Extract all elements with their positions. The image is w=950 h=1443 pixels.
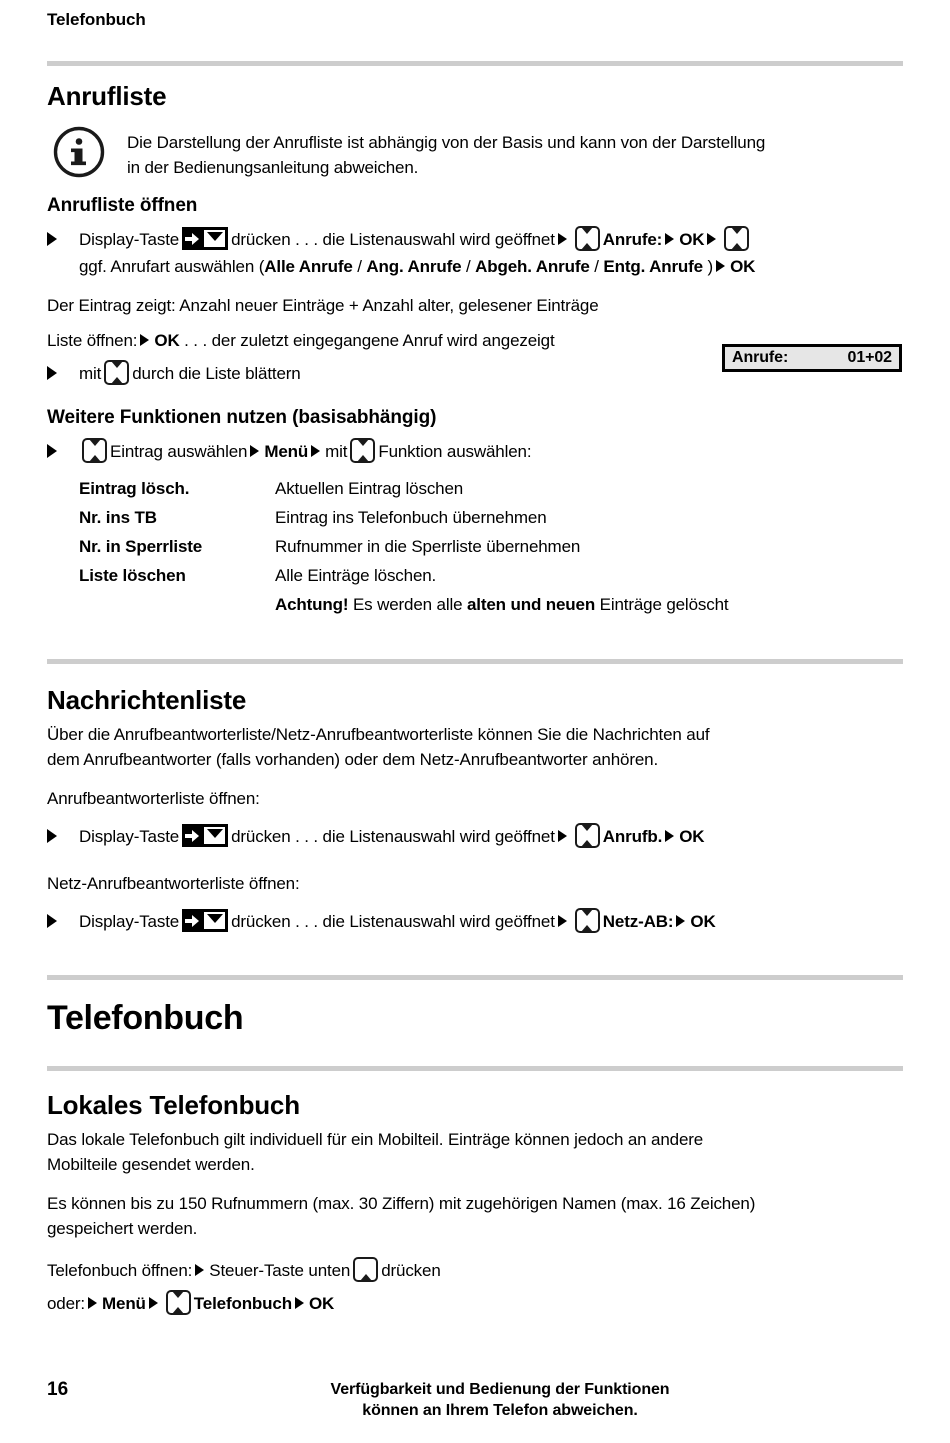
p1-line1: Das lokale Telefonbuch gilt individuell für ein Mobilteil. Einträge können jedoch an andere (47, 1130, 704, 1149)
list-selection-hint: . . . die Listenauswahl wird geöffnet (295, 230, 555, 249)
call-type-option-entg: Entg. Anrufe (603, 257, 703, 276)
navigation-key-icon (350, 438, 375, 463)
navigation-key-icon (575, 908, 600, 933)
ok-key-label: OK (690, 912, 716, 931)
separator: / (589, 257, 604, 276)
function-term: Liste löschen (79, 566, 186, 585)
menu-item-telefonbuch: Telefonbuch (193, 1294, 292, 1313)
select-function-label: Funktion auswählen: (378, 442, 532, 461)
control-key-down-icon (353, 1257, 378, 1282)
paren-close: ) (702, 257, 714, 276)
alternative-label: oder: (47, 1294, 85, 1313)
function-desc (275, 561, 903, 619)
press-label: drücken (231, 230, 291, 249)
function-list (47, 474, 903, 619)
page-footer (47, 1379, 903, 1421)
section-divider-top (47, 61, 903, 66)
function-desc: Aktuellen Eintrag löschen (275, 479, 464, 498)
warning-label: Achtung! (275, 595, 349, 614)
function-desc-line1: Alle Einträge löschen. (275, 566, 437, 585)
display-box-label: Anrufe: (732, 349, 789, 366)
list-item (79, 532, 903, 561)
page-number: 16 (47, 1379, 69, 1400)
p1-line2: Mobilteile gesendet werden. (47, 1155, 255, 1174)
nachrichtenliste-intro (47, 722, 903, 772)
press-label: drücken (231, 827, 291, 846)
display-key-icon (182, 824, 228, 847)
subheading-anrufliste-oeffnen: Anrufliste öffnen (47, 195, 198, 216)
warning-emphasis: alten und neuen (466, 595, 596, 614)
scroll-prefix: mit (79, 364, 102, 383)
step-bullet (47, 360, 79, 388)
display-key-label: Display-Taste (79, 912, 180, 931)
section-divider-lokales-telefonbuch (47, 1066, 903, 1071)
function-term: Eintrag lösch. (79, 479, 190, 498)
display-key-icon (182, 227, 228, 250)
phone-display-box (722, 344, 902, 372)
section-heading-nachrichtenliste: Nachrichtenliste (47, 685, 247, 715)
call-type-option-alle: Alle Anrufe (264, 257, 353, 276)
open-list-label: Liste öffnen: (47, 331, 138, 350)
list-item (79, 474, 903, 503)
step-open-ab-body (79, 823, 903, 850)
call-type-prefix: ggf. Anrufart auswählen ( (79, 257, 265, 276)
footer-note (247, 1379, 753, 1421)
intro-line2: dem Anrufbeantworter (falls vorhanden) oder dem Netz-Anrufbeantworter anhören. (47, 750, 659, 769)
menu-item-anrufe: Anrufe: (602, 230, 663, 249)
function-desc: Rufnummer in die Sperrliste übernehmen (275, 537, 581, 556)
step-bullet (47, 823, 79, 851)
entry-count-explanation: Der Eintrag zeigt: Anzahl neuer Einträge + Anzahl alter, gelesener Einträge (47, 296, 599, 315)
display-key-icon (182, 909, 228, 932)
display-key-label: Display-Taste (79, 827, 180, 846)
press-label: drücken (231, 912, 291, 931)
list-item (79, 561, 903, 619)
p2-line2: gespeichert werden. (47, 1219, 198, 1238)
step-select-entry-body (79, 438, 903, 465)
warning-text-end: Einträge gelöscht (595, 595, 729, 614)
navigation-key-icon (104, 360, 129, 385)
list-selection-hint: . . . die Listenauswahl wird geöffnet (295, 827, 555, 846)
navigation-key-icon (166, 1290, 191, 1315)
open-phonebook-line (47, 1257, 903, 1284)
chapter-heading-telefonbuch: Telefonbuch (47, 999, 244, 1037)
step-select-entry (47, 438, 903, 466)
separator: / (352, 257, 367, 276)
open-phonebook-label: Telefonbuch öffnen: (47, 1261, 193, 1280)
section-heading-lokales-telefonbuch: Lokales Telefonbuch (47, 1090, 300, 1120)
menu-item-netz-ab: Netz-AB: (602, 912, 674, 931)
intro-line1: Über die Anrufbeantworterliste/Netz-Anrufbeantworterliste können Sie die Nachrichten auf (47, 725, 710, 744)
p2-line1: Es können bis zu 150 Rufnummern (max. 30 Ziffern) mit zugehörigen Namen (max. 16 Zeichen) (47, 1194, 756, 1213)
step-open-network-answering-machine-list (47, 908, 903, 936)
lokales-telefonbuch-p2 (47, 1191, 903, 1241)
list-selection-hint: . . . die Listenauswahl wird geöffnet (295, 912, 555, 931)
info-note-text (127, 124, 765, 180)
navigation-key-icon (724, 226, 749, 251)
scroll-suffix: durch die Liste blättern (132, 364, 301, 383)
step-bullet (47, 438, 79, 466)
open-list-result: . . . der zuletzt eingegangene Anruf wird angezeigt (184, 331, 555, 350)
display-key-label: Display-Taste (79, 230, 180, 249)
navigation-key-icon (575, 226, 600, 251)
ok-key-label: OK (679, 230, 705, 249)
step-open-call-list-body (79, 226, 903, 280)
menu-key-label: Menü (102, 1294, 146, 1313)
ok-key-label: OK (308, 1294, 335, 1313)
call-type-option-ang: Ang. Anrufe (366, 257, 462, 276)
function-term: Nr. ins TB (79, 508, 157, 527)
section-heading-anrufliste: Anrufliste (47, 81, 167, 111)
step-bullet (47, 226, 79, 254)
menu-item-anrufb: Anrufb. (602, 827, 663, 846)
chapter-divider-telefonbuch (47, 975, 903, 980)
lokales-telefonbuch-p1 (47, 1127, 903, 1177)
info-note-line2: in der Bedienungsanleitung abweichen. (127, 158, 419, 177)
control-key-label: Steuer-Taste unten (209, 1261, 351, 1280)
ab-open-label: Anrufbeantworterliste öffnen: (47, 789, 260, 808)
subheading-weitere-funktionen: Weitere Funktionen nutzen (basisabhängig) (47, 407, 437, 428)
with-label: mit (325, 442, 348, 461)
warning-text: Es werden alle (348, 595, 467, 614)
separator: / (461, 257, 476, 276)
ok-key-label: OK (154, 331, 180, 350)
display-box-value: 01+02 (847, 349, 892, 366)
step-open-call-list (47, 226, 903, 280)
navigation-key-icon (82, 438, 107, 463)
netz-ab-open-label: Netz-Anrufbeantworterliste öffnen: (47, 874, 300, 893)
section-divider-nachrichtenliste (47, 659, 903, 664)
function-term: Nr. in Sperrliste (79, 537, 203, 556)
step-bullet (47, 908, 79, 936)
info-note-line1: Die Darstellung der Anrufliste ist abhängig von der Basis und kann von der Darstellung (127, 133, 766, 152)
info-icon (53, 126, 105, 178)
navigation-key-icon (575, 823, 600, 848)
call-type-option-abgeh: Abgeh. Anrufe (475, 257, 590, 276)
list-item (79, 503, 903, 532)
step-open-answering-machine-list (47, 823, 903, 851)
ok-key-label: OK (679, 827, 705, 846)
step-open-netz-ab-body (79, 908, 903, 935)
running-head: Telefonbuch (47, 10, 146, 29)
select-entry-label: Eintrag auswählen (110, 442, 248, 461)
menu-key-label: Menü (264, 442, 309, 461)
press-label: drücken (381, 1261, 441, 1280)
ok-key-label: OK (730, 257, 756, 276)
open-phonebook-alt-line (47, 1290, 903, 1317)
function-desc: Eintrag ins Telefonbuch übernehmen (275, 508, 547, 527)
footer-note-line1: Verfügbarkeit und Bedienung der Funktionen (330, 1381, 670, 1398)
info-note (47, 124, 903, 180)
footer-note-line2: können an Ihrem Telefon abweichen. (362, 1402, 638, 1419)
